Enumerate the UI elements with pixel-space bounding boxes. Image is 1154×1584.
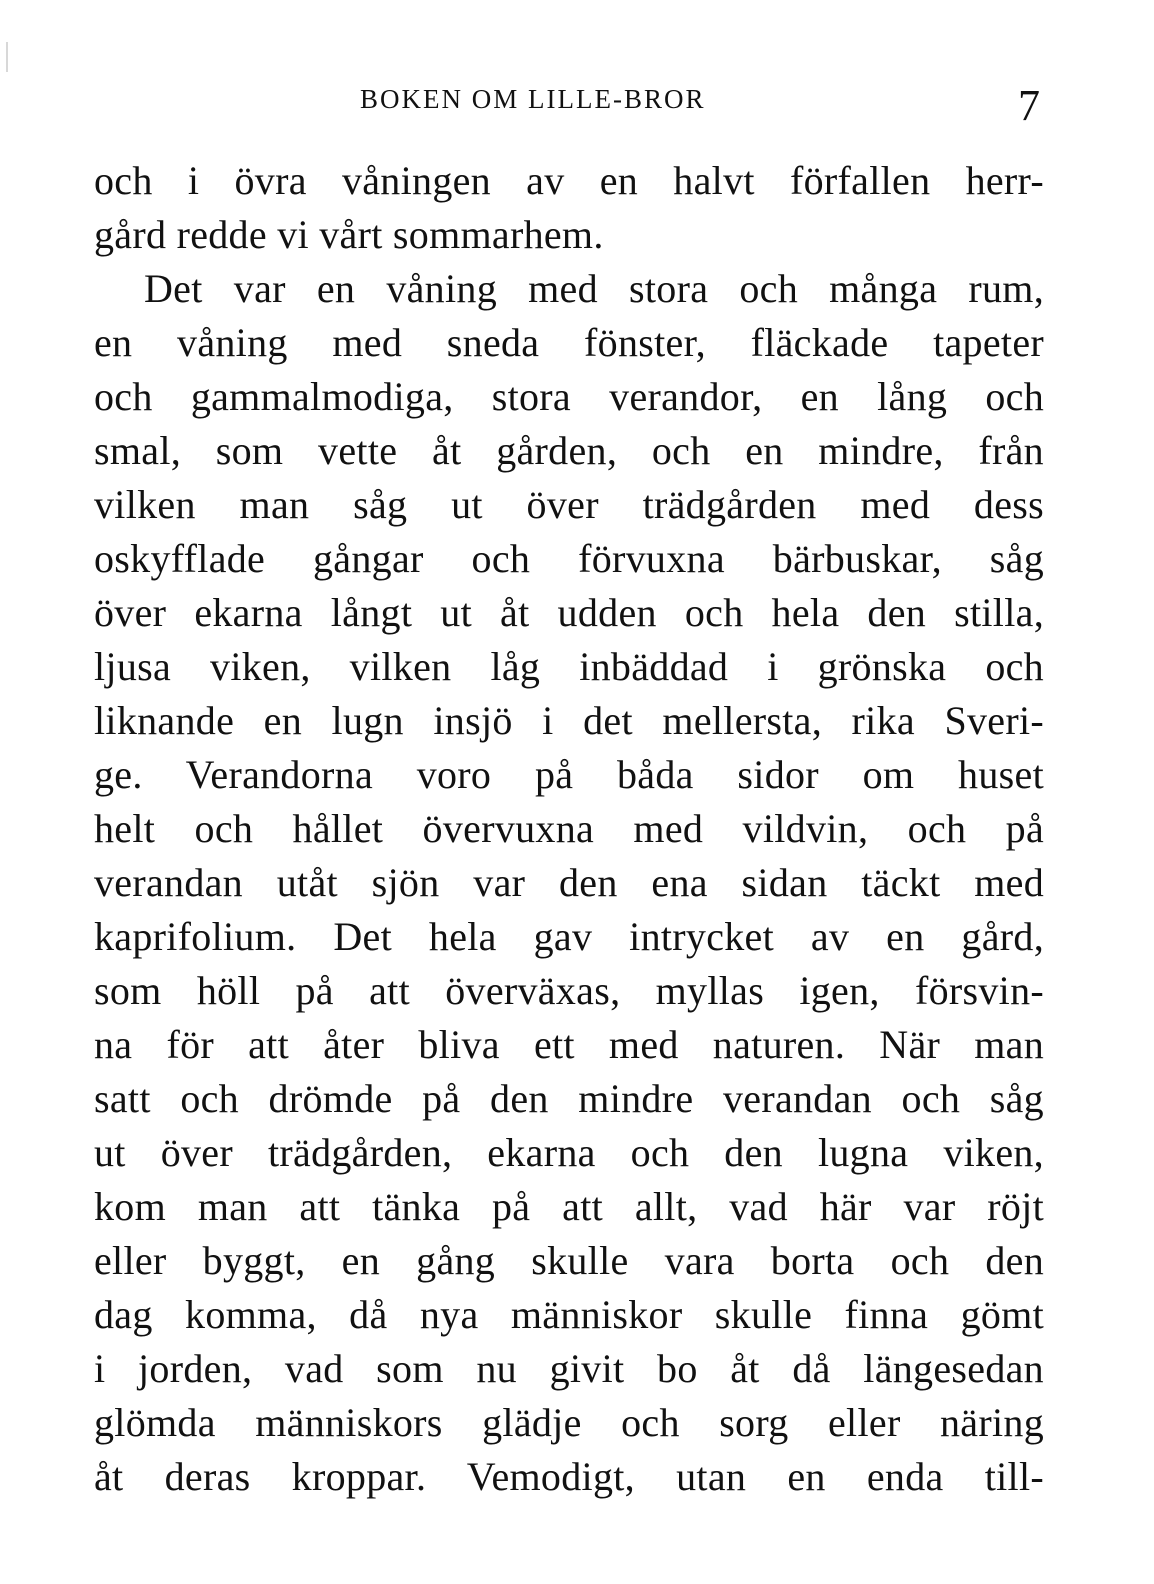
text-line: ljusa viken, vilken låg inbäddad i grönska och: [94, 644, 1044, 689]
text-line: ge. Verandorna voro på båda sidor om huset: [94, 752, 1044, 797]
text-line: verandan utåt sjön var den ena sidan täckt med: [94, 860, 1044, 905]
text-line: satt och drömde på den mindre verandan och såg: [94, 1076, 1044, 1121]
paragraph-start-line: Det var en våning med stora och många rum,: [144, 266, 1044, 311]
text-line: gård redde vi vårt sommarhem.: [94, 212, 604, 257]
text-line: ut över trädgården, ekarna och den lugna viken,: [94, 1130, 1044, 1175]
text-line: som höll på att överväxas, myllas igen, försvin-: [94, 968, 1044, 1013]
text-line: helt och hållet övervuxna med vildvin, och på: [94, 806, 1044, 851]
text-line: och gammalmodiga, stora verandor, en lång och: [94, 374, 1044, 419]
text-line: en våning med sneda fönster, fläckade tapeter: [94, 320, 1044, 365]
text-line: kom man att tänka på att allt, vad här var röjt: [94, 1184, 1044, 1229]
text-line: åt deras kroppar. Vemodigt, utan en enda till-: [94, 1454, 1044, 1499]
text-line: eller byggt, en gång skulle vara borta och den: [94, 1238, 1044, 1283]
text-line: i jorden, vad som nu givit bo åt då längesedan: [94, 1346, 1044, 1391]
text-line: dag komma, då nya människor skulle finna gömt: [94, 1292, 1044, 1337]
text-line: liknande en lugn insjö i det mellersta, rika Sveri-: [94, 698, 1044, 743]
text-line: vilken man såg ut över trädgården med dess: [94, 482, 1044, 527]
text-line: kaprifolium. Det hela gav intrycket av en gård,: [94, 914, 1044, 959]
text-line: smal, som vette åt gården, och en mindre, från: [94, 428, 1044, 473]
scan-edge-mark: [6, 42, 8, 72]
text-line: oskyfflade gångar och förvuxna bärbuskar, såg: [94, 536, 1044, 581]
text-line: glömda människors glädje och sorg eller näring: [94, 1400, 1044, 1445]
text-line: och i övra våningen av en halvt förfallen herr-: [94, 158, 1044, 203]
text-line: över ekarna långt ut åt udden och hela den stilla,: [94, 590, 1044, 635]
page-number: 7: [1018, 81, 1040, 130]
running-header: BOKEN OM LILLE-BROR: [360, 84, 706, 114]
text-line: na för att åter bliva ett med naturen. När man: [94, 1022, 1044, 1067]
